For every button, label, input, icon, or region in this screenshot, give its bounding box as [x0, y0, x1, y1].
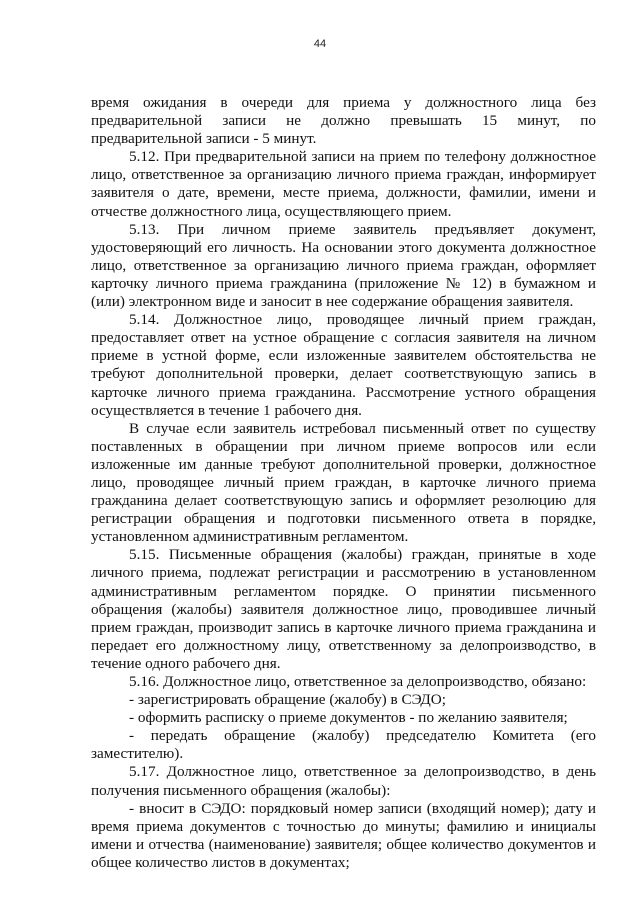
- paragraph-5-17: 5.17. Должностное лицо, ответственное за делопроизводство, в день получения письменного обращения (жалобы):: [91, 763, 596, 799]
- list-item-transfer: - передать обращение (жалобу) председателю Комитета (его заместителю).: [91, 727, 596, 763]
- list-item-receipt: - оформить расписку о приеме документов - по желанию заявителя;: [129, 709, 568, 727]
- list-item-register: - зарегистрировать обращение (жалобу) в СЭДО;: [129, 691, 446, 709]
- list-item-sedo-entry: - вносит в СЭДО: порядковый номер записи (входящий номер); дату и время приема документов с точностью до минуты; фамилию и инициалы имени и отчества (наименование) заявителя; общее количество документов и общее количество листов в документах;: [91, 799, 596, 871]
- paragraph-5-16: 5.16. Должностное лицо, ответственное за делопроизводство, обязано:: [129, 673, 587, 690]
- paragraph-5-13: 5.13. При личном приеме заявитель предъявляет документ, удостоверяющий его личность. На основании этого документа должностное лицо, ответственное за организацию личного приема граждан, оформляет карточку личного приема гражданина (приложение № 12) в бумажном и (или) электронном виде и заносит в нее содержание обращения заявителя.: [91, 220, 596, 311]
- document-body: [91, 94, 596, 872]
- paragraph-5-14: 5.14. Должностное лицо, проводящее личный прием граждан, предоставляет ответ на устное обращение с согласия заявителя на личном приеме в устной форме, если изложенные заявителем обстоятельства не требуют дополнительной проверки, делает соответствующую запись в карточке личного приема гражданина. Рассмотрение устного обращения осуществляется в течение 1 рабочего дня.: [91, 311, 596, 419]
- paragraph-5-12: 5.12. При предварительной записи на прием по телефону должностное лицо, ответственное за организацию личного приема граждан, информирует заявителя о дате, времени, месте приема, должности, фамилии, имени и отчестве должностного лица, осуществляющего прием.: [91, 148, 596, 220]
- paragraph-written-answer: В случае если заявитель истребовал письменный ответ по существу поставленных в обращении при личном приеме вопросов или если изложенные им данные требуют дополнительной проверки, должностное лицо, проводящее личный прием граждан, в карточке личного приема гражданина делает соответствующую запись и оформляет резолюцию для регистрации обращения и подготовки письменного ответа в порядке, установленном административным регламентом.: [91, 419, 596, 546]
- paragraph-5-15: 5.15. Письменные обращения (жалобы) граждан, принятые в ходе личного приема, подлежат регистрации и рассмотрению в установленном административным регламентом порядке. О принятии письменного обращения (жалобы) заявителя должностное лицо, проводившее личный прием граждан, производит запись в карточке личного приема гражданина и передает его должностному лицу, ответственному за делопроизводство, в течение одного рабочего дня.: [91, 546, 596, 672]
- paragraph-wait-time: время ожидания в очереди для приема у должностного лица без предварительной записи не должно превышать 15 минут, по предварительной записи - 5 минут.: [91, 94, 596, 148]
- page-number: 44: [313, 38, 327, 50]
